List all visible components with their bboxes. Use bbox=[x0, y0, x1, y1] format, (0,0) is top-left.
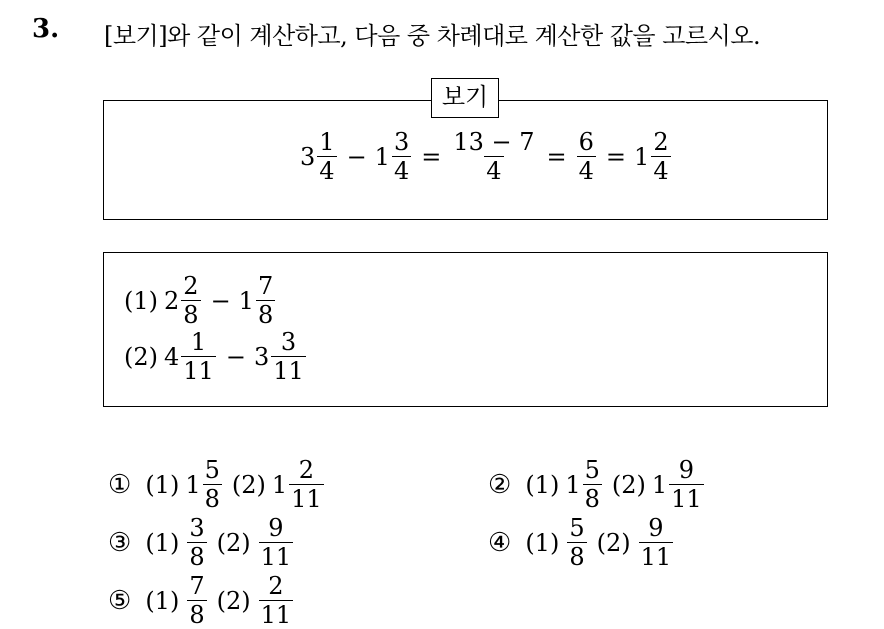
numerator: 3 bbox=[393, 128, 410, 156]
numerator: 6 bbox=[578, 128, 594, 156]
fraction bbox=[583, 456, 602, 513]
example-result bbox=[634, 128, 673, 185]
example-equation bbox=[300, 128, 673, 185]
choice-marker: ② bbox=[488, 469, 512, 500]
part-label: (2) bbox=[596, 528, 631, 557]
fraction bbox=[567, 514, 586, 571]
minus-sign: − bbox=[210, 286, 231, 315]
fraction bbox=[289, 456, 324, 513]
whole: 1 bbox=[185, 470, 201, 499]
numerator: 7 bbox=[189, 572, 205, 600]
problem-2 bbox=[124, 328, 308, 385]
part-label: (1) bbox=[145, 470, 180, 499]
choice-3[interactable] bbox=[108, 514, 295, 571]
denominator: 8 bbox=[257, 301, 274, 329]
denominator: 4 bbox=[578, 157, 594, 185]
denominator: 11 bbox=[260, 543, 292, 571]
fraction bbox=[392, 128, 411, 185]
choice-5[interactable] bbox=[108, 572, 295, 629]
denominator: 4 bbox=[486, 157, 502, 185]
mixed-number bbox=[164, 272, 203, 329]
numerator: 13 − 7 bbox=[453, 128, 535, 156]
mixed-number bbox=[254, 328, 308, 385]
equals-sign: = bbox=[546, 142, 567, 171]
denominator: 8 bbox=[204, 485, 220, 513]
choice-2[interactable] bbox=[488, 456, 706, 513]
numerator: 2 bbox=[268, 572, 284, 600]
numerator: 2 bbox=[183, 272, 199, 300]
part-label: (1) bbox=[525, 470, 560, 499]
fraction bbox=[259, 572, 294, 629]
part-label: (2) bbox=[216, 586, 251, 615]
numerator: 5 bbox=[204, 456, 220, 484]
whole: 1 bbox=[271, 470, 288, 499]
part-label: (1) bbox=[145, 528, 180, 557]
example-step2 bbox=[577, 128, 596, 185]
part-label: (2) bbox=[231, 470, 266, 499]
equals-sign: = bbox=[421, 142, 442, 171]
numerator: 5 bbox=[584, 456, 600, 484]
choice-marker: ① bbox=[108, 469, 132, 500]
question-number: 3. bbox=[32, 14, 60, 44]
denominator: 11 bbox=[273, 357, 304, 385]
fraction bbox=[639, 514, 674, 571]
denominator: 8 bbox=[569, 543, 585, 571]
denominator: 11 bbox=[183, 357, 214, 385]
minus-sign: − bbox=[225, 342, 246, 371]
numerator: 3 bbox=[189, 514, 205, 542]
example-tag: 보기 bbox=[431, 78, 499, 118]
numerator: 9 bbox=[268, 514, 284, 542]
whole: 1 bbox=[565, 470, 581, 499]
denominator: 4 bbox=[319, 157, 335, 185]
choice-marker: ③ bbox=[108, 527, 132, 558]
denominator: 8 bbox=[584, 485, 600, 513]
whole: 4 bbox=[164, 342, 180, 371]
fraction bbox=[187, 572, 206, 629]
problem-1 bbox=[124, 272, 277, 329]
choice-marker: ④ bbox=[488, 527, 512, 558]
whole: 1 bbox=[634, 142, 650, 171]
denominator: 4 bbox=[393, 157, 410, 185]
minus-sign: − bbox=[346, 142, 367, 171]
example-term2 bbox=[375, 128, 414, 185]
fraction bbox=[181, 328, 216, 385]
denominator: 8 bbox=[189, 601, 205, 629]
whole: 3 bbox=[253, 342, 270, 371]
fraction bbox=[651, 128, 670, 185]
numerator: 1 bbox=[190, 328, 207, 356]
numerator: 2 bbox=[298, 456, 315, 484]
denominator: 4 bbox=[653, 157, 669, 185]
problem-label: (1) bbox=[124, 286, 158, 315]
equals-sign: = bbox=[605, 142, 627, 171]
numerator: 3 bbox=[280, 328, 297, 356]
question-text: [보기]와 같이 계산하고, 다음 중 차례대로 계산한 값을 고르시오. bbox=[104, 22, 761, 50]
part-label: (1) bbox=[145, 586, 180, 615]
numerator: 9 bbox=[678, 456, 695, 484]
denominator: 11 bbox=[291, 485, 322, 513]
whole: 3 bbox=[300, 142, 316, 171]
mixed-number bbox=[239, 272, 278, 329]
whole: 1 bbox=[238, 286, 254, 315]
example-step1 bbox=[451, 128, 536, 185]
denominator: 11 bbox=[640, 543, 672, 571]
fraction bbox=[669, 456, 704, 513]
whole: 1 bbox=[374, 142, 390, 171]
part-label: (2) bbox=[216, 528, 251, 557]
fraction bbox=[317, 128, 336, 185]
numerator: 1 bbox=[319, 128, 335, 156]
denominator: 11 bbox=[260, 601, 292, 629]
fraction bbox=[181, 272, 200, 329]
fraction bbox=[271, 328, 306, 385]
numerator: 2 bbox=[653, 128, 669, 156]
denominator: 8 bbox=[183, 301, 199, 329]
part-label: (2) bbox=[611, 470, 646, 499]
choice-1[interactable] bbox=[108, 456, 326, 513]
whole: 2 bbox=[164, 286, 180, 315]
whole: 1 bbox=[651, 470, 668, 499]
denominator: 8 bbox=[189, 543, 205, 571]
denominator: 11 bbox=[671, 485, 702, 513]
fraction bbox=[259, 514, 294, 571]
choice-4[interactable] bbox=[488, 514, 675, 571]
choice-marker: ⑤ bbox=[108, 585, 132, 616]
numerator: 5 bbox=[569, 514, 585, 542]
mixed-number bbox=[164, 328, 218, 385]
fraction bbox=[203, 456, 222, 513]
fraction bbox=[256, 272, 275, 329]
problem-label: (2) bbox=[124, 342, 158, 371]
numerator: 7 bbox=[257, 272, 274, 300]
part-label: (1) bbox=[525, 528, 560, 557]
fraction bbox=[187, 514, 206, 571]
numerator: 9 bbox=[648, 514, 664, 542]
example-term1 bbox=[300, 128, 339, 185]
